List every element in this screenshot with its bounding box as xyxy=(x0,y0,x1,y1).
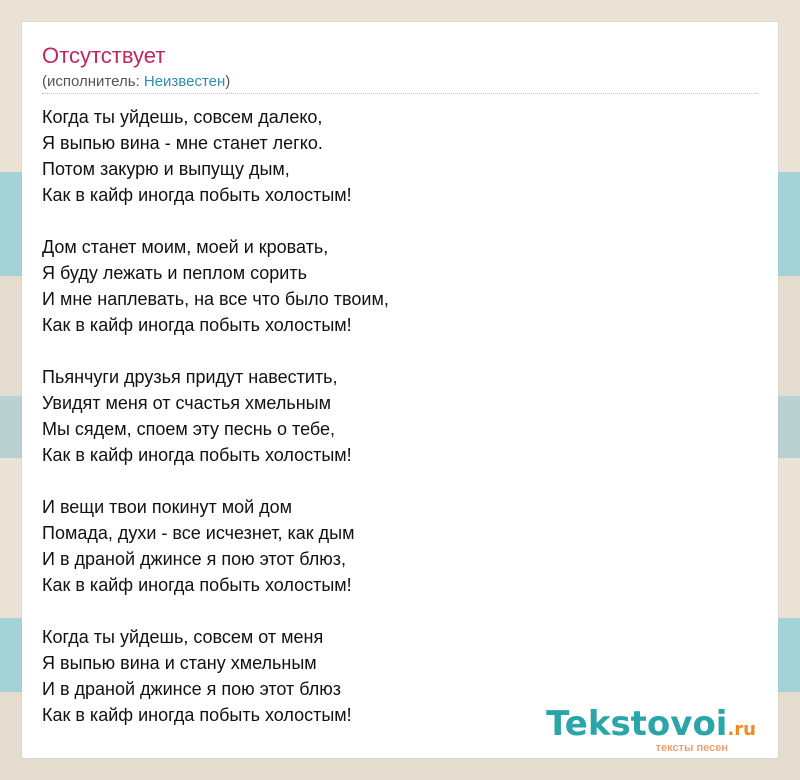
stanza-gap xyxy=(42,598,389,624)
lyric-line: Пьянчуги друзья придут навестить, xyxy=(42,367,338,387)
lyric-line: Как в кайф иногда побыть холостым! xyxy=(42,575,352,595)
lyric-line: Увидят меня от счастья хмельным xyxy=(42,393,331,413)
song-title: Отсутствует xyxy=(42,43,166,68)
artist-prefix: (исполнитель: xyxy=(42,73,144,90)
lyric-line: Как в кайф иногда побыть холостым! xyxy=(42,705,352,725)
stanza-gap xyxy=(42,468,389,494)
logo-tagline: тексты песен xyxy=(655,742,728,754)
logo-tld: .ru xyxy=(727,719,756,740)
tekstovoi-logo[interactable] xyxy=(546,704,756,754)
lyric-line: И в драной джинсе я пою этот блюз, xyxy=(42,549,347,569)
lyric-line: Как в кайф иногда побыть холостым! xyxy=(42,315,352,335)
lyric-line: Я выпью вина и стану хмельным xyxy=(42,653,317,673)
lyric-line: Я буду лежать и пеплом сорить xyxy=(42,263,307,283)
lyric-line: Потом закурю и выпущу дым, xyxy=(42,159,290,179)
lyric-line: И мне наплевать, на все что было твоим, xyxy=(42,289,389,309)
lyric-line: Когда ты уйдешь, совсем далеко, xyxy=(42,107,323,127)
logo-word: Tekstovoi xyxy=(546,704,728,744)
lyric-line: Дом станет моим, моей и кровать, xyxy=(42,237,329,257)
lyric-line: Как в кайф иногда побыть холостым! xyxy=(42,185,352,205)
lyric-line: Когда ты уйдешь, совсем от меня xyxy=(42,627,324,647)
lyric-line: И в драной джинсе я пою этот блюз xyxy=(42,679,342,699)
lyric-line: И вещи твои покинут мой дом xyxy=(42,497,293,517)
lyric-line: Я выпью вина - мне станет легко. xyxy=(42,133,323,153)
lyric-line: Помада, духи - все исчезнет, как дым xyxy=(42,523,355,543)
artist-line xyxy=(42,73,230,91)
artist-link[interactable]: Неизвестен xyxy=(143,73,226,90)
artist-suffix: ) xyxy=(225,73,231,90)
stanza-gap xyxy=(42,208,389,234)
dotted-divider xyxy=(42,93,758,94)
stanza-gap xyxy=(42,338,389,364)
lyric-line: Мы сядем, споем эту песнь о тебе, xyxy=(42,419,336,439)
lyrics-text xyxy=(42,104,389,728)
lyrics-card xyxy=(22,22,778,758)
lyric-line: Как в кайф иногда побыть холостым! xyxy=(42,445,352,465)
